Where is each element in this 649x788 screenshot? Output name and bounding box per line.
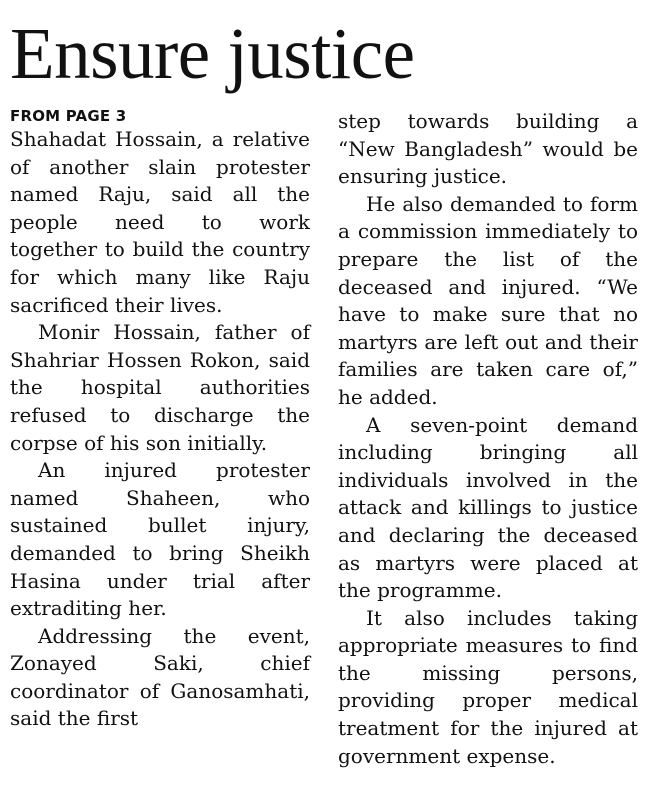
kicker-from-page: FROM PAGE 3 [10, 107, 127, 125]
right-column [338, 108, 638, 770]
paragraph: An injured protester named Shaheen, who sustained bullet injury, demanded to bring Sheikh Hasina under trial after extraditing her. [10, 458, 310, 621]
paragraph: step towards building a “New Bangladesh” would be ensuring justice. [338, 109, 638, 189]
paragraph: Shahadat Hossain, a relative of another slain protester named Raju, said all the people need to work together to build the country for which many like Raju sacrificed their lives. [10, 127, 310, 317]
headline: Ensure justice [10, 13, 415, 94]
left-column [10, 106, 310, 733]
paragraph: He also demanded to form a commission immediately to prepare the list of the deceased and injured. “We have to make sure that no martyrs are left out and their families are taken care of,” he added. [338, 191, 638, 409]
paragraph: Addressing the event, Zonayed Saki, chief coordinator of Ganosamhati, said the first [10, 623, 310, 731]
paragraph: It also includes taking appropriate measures to find the missing persons, providing proper medical treatment for the injured at government expense. [338, 605, 638, 768]
paragraph: Monir Hossain, father of Shahriar Hossen Rokon, said the hospital authorities refused to discharge the corpse of his son initially. [10, 320, 310, 455]
paragraph: A seven-point demand including bringing all individuals involved in the attack and killings to justice and declaring the deceased as martyrs were placed at the programme. [338, 412, 638, 603]
